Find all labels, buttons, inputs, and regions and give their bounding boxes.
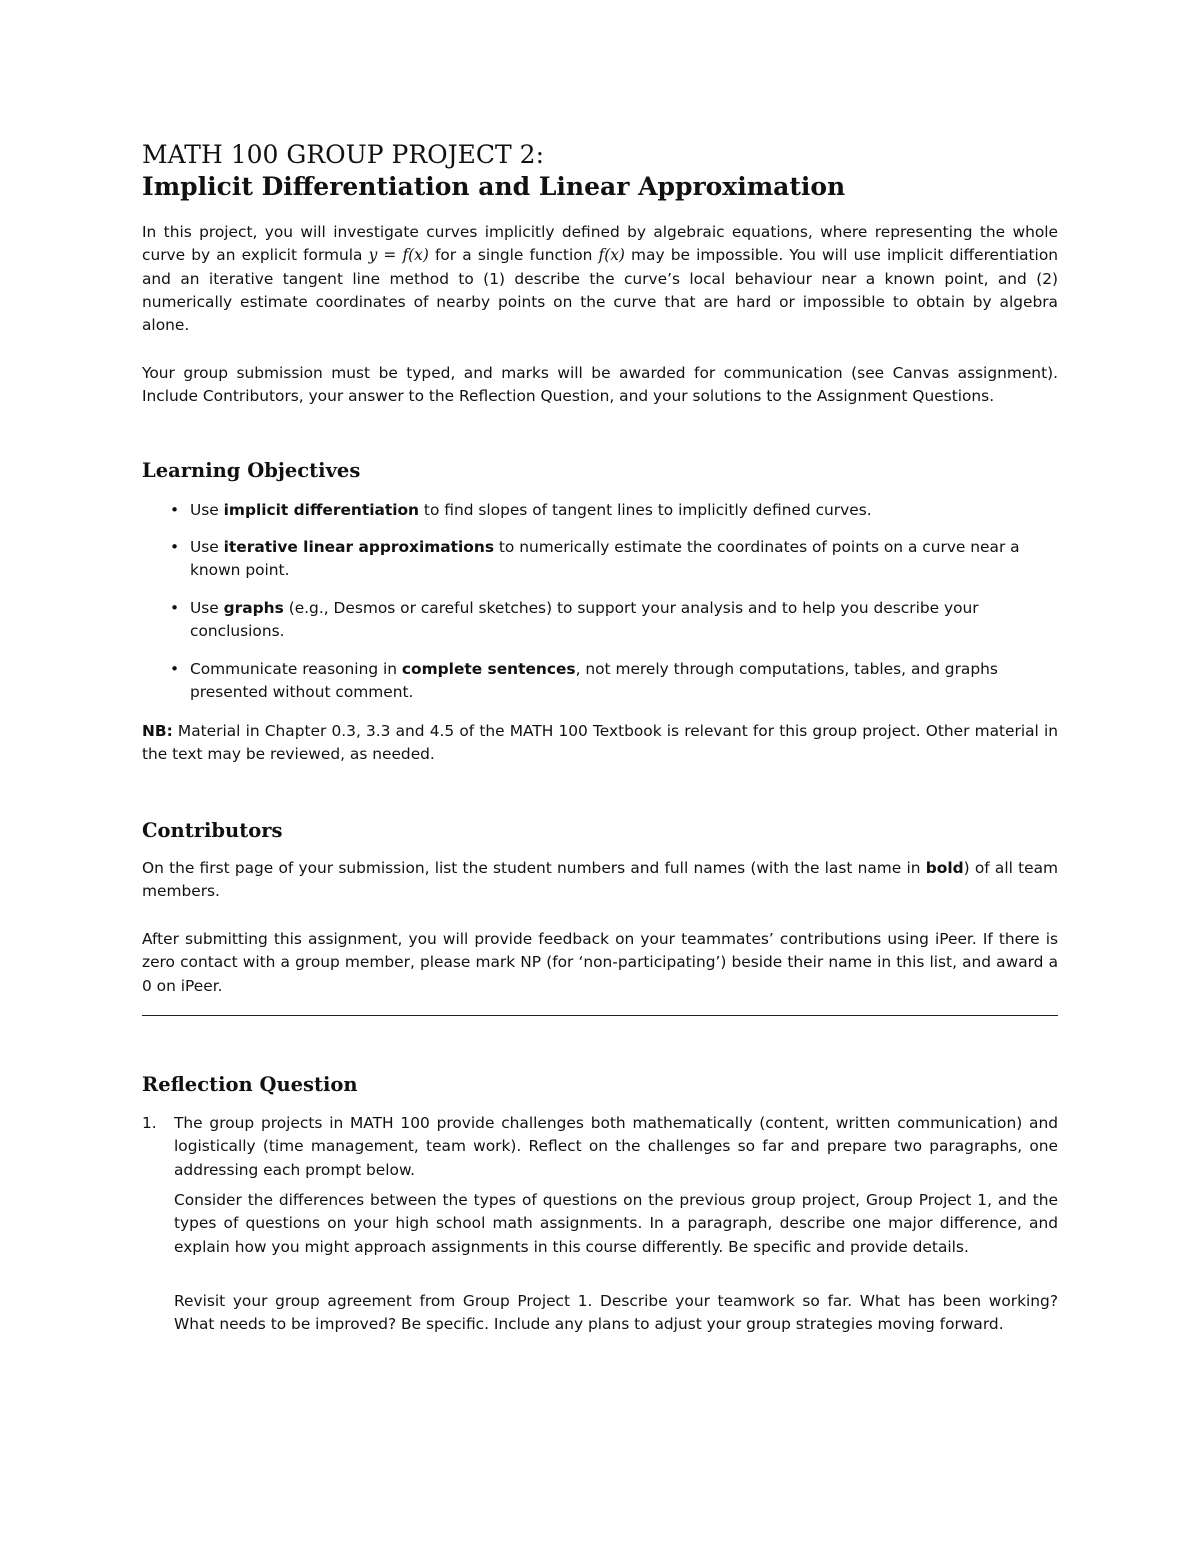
contributors-paragraph-2: After submitting this assignment, you will provide feedback on your teammates’ contributions using iPeer. If there is zero contact with a group member, please mark NP (for ‘non-participating’) beside their name in this list, and award a 0 on iPeer.: [142, 930, 1058, 995]
text: for a single function: [428, 246, 599, 265]
text: Use: [190, 501, 224, 519]
text: Use: [190, 538, 224, 556]
nb-note: [142, 720, 1058, 767]
item-number: 1.: [142, 1114, 157, 1132]
text: (e.g., Desmos or careful sketches) to support your analysis and to help you describe your conclusions.: [190, 599, 979, 641]
math-expression: f(x): [598, 246, 625, 265]
title-line-1: MATH 100 GROUP PROJECT 2:: [142, 140, 544, 169]
bold-text: complete sentences: [401, 660, 576, 678]
text: , not merely through computations, tables, and graphs presented without comment.: [190, 660, 998, 702]
list-item: [190, 597, 1058, 644]
reflection-heading: Reflection Question: [142, 1073, 358, 1096]
text: On the first page of your submission, list the student numbers and full names (with the last name in: [142, 859, 926, 877]
intro-paragraph-1: [142, 221, 1058, 337]
learning-objectives-heading: Learning Objectives: [142, 459, 361, 482]
document-title: [142, 139, 845, 203]
math-expression: y = f(x): [368, 246, 429, 265]
text: Use: [190, 599, 224, 617]
contributors-paragraph-1: [142, 857, 1058, 904]
bold-text: iterative linear approximations: [223, 538, 494, 556]
text: may be impossible. You will use implicit differentiation and an iterative tangent line method to (1) describe the curve’s local behaviour near a known point, and (2) numerically estimate coordinates of nearby points on the curve that are hard or impossible to obtain by algebra alone.: [142, 246, 1059, 335]
bold-text: graphs: [223, 599, 284, 617]
list-item: [190, 499, 1058, 522]
divider: [142, 1015, 1058, 1016]
list-item: [190, 658, 1058, 705]
text: ) of all team members.: [142, 859, 1059, 901]
reflection-paragraph-3: Revisit your group agreement from Group Project 1. Describe your teamwork so far. What has been working? What needs to be improved? Be specific. Include any plans to adjust your group strategies moving forward.: [174, 1292, 1058, 1334]
text: Communicate reasoning in: [190, 660, 402, 678]
text: to find slopes of tangent lines to implicitly defined curves.: [419, 501, 872, 519]
bold-text: bold: [925, 859, 964, 877]
list-item: [190, 536, 1058, 583]
nb-label: NB:: [142, 722, 173, 740]
intro-paragraph-2: Your group submission must be typed, and marks will be awarded for communication (see Canvas assignment). Include Contributors, your answer to the Reflection Question, and your solutions to the Assignment Questions.: [142, 364, 1058, 406]
text: Material in Chapter 0.3, 3.3 and 4.5 of the MATH 100 Textbook is relevant for this group project. Other material in the text may be reviewed, as needed.: [142, 722, 1058, 764]
reflection-paragraph-2: Consider the differences between the types of questions on the previous group project, Group Project 1, and the types of questions on your high school math assignments. In a paragraph, describe one major difference, and explain how you might approach assignments in this course differently. Be specific and provide details.: [174, 1191, 1058, 1256]
text: In this project, you will investigate curves implicitly defined by algebraic equations, where representing the whole curve by an explicit formula: [142, 223, 1058, 265]
contributors-heading: Contributors: [142, 819, 283, 842]
reflection-paragraph-1: The group projects in MATH 100 provide challenges both mathematically (content, written communication) and logistically (time management, team work). Reflect on the challenges so far and prepare two paragraphs, one addressing each prompt below.: [174, 1114, 1058, 1179]
title-line-2: Implicit Differentiation and Linear Approximation: [142, 172, 846, 201]
bold-text: implicit differentiation: [223, 501, 420, 519]
text: to numerically estimate the coordinates of points on a curve near a known point.: [190, 538, 1020, 580]
